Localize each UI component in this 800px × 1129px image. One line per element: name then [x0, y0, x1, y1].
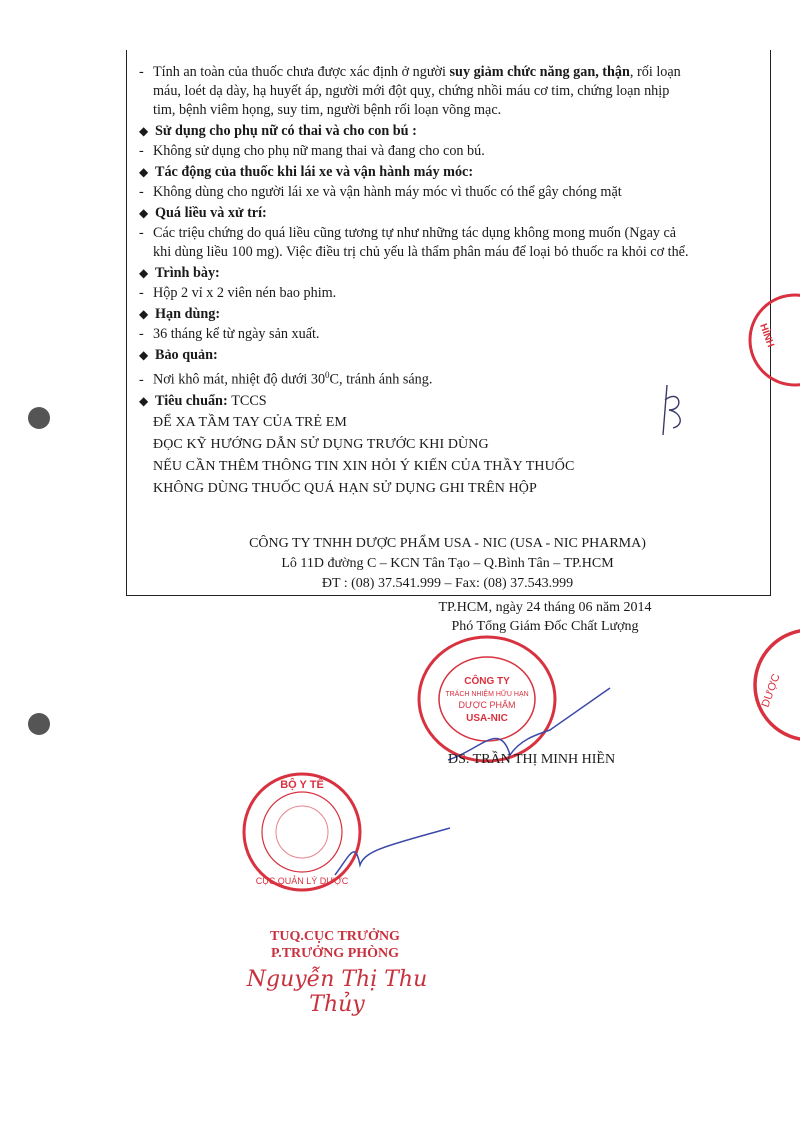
company-contact: ĐT : (08) 37.541.999 – Fax: (08) 37.543.999 [321, 576, 574, 591]
svg-text:DƯỢC PHẨM: DƯỢC PHẨM [458, 700, 516, 710]
diamond-bullet-icon: ◆ [139, 124, 149, 138]
presentation-heading: ◆ Trình bày: [139, 265, 220, 281]
expiry-heading: ◆ Hạn dùng: [139, 306, 221, 322]
diamond-bullet-icon: ◆ [139, 307, 149, 321]
safety-line-3: tim, bệnh viêm họng, suy tim, người bệnh rối loạn võng mạc. [153, 102, 502, 118]
warning-line: KHÔNG DÙNG THUỐC QUÁ HẠN SỬ DỤNG GHI TRÊN HỘP [153, 480, 537, 496]
edge-stamp-bottom [730, 620, 800, 750]
initial-mark [655, 380, 695, 440]
moh-title-line-1: TUQ.CỤC TRƯỞNG [270, 929, 400, 944]
overdose-line-2: khi dùng liều 100 mg). Việc điều trị chủ yếu là thẩm phân máu để loại bỏ thuốc ra khỏi cơ thể. [153, 244, 689, 260]
presentation-text: - Hộp 2 vỉ x 2 viên nén bao phim. [139, 285, 337, 301]
overdose-line-1: - Các triệu chứng do quá liều cũng tương tự như những tác dụng không mong muốn (Ngay cả [139, 225, 677, 241]
svg-text:CỤC QUẢN LÝ DƯỢC: CỤC QUẢN LÝ DƯỢC [255, 876, 349, 886]
company-info [126, 534, 769, 594]
diamond-bullet-icon: ◆ [139, 165, 149, 179]
moh-signature-name: Nguyễn Thị Thu Thủy [246, 967, 428, 1017]
storage-heading: ◆ Bảo quản: [139, 347, 218, 363]
edge-stamp-top [720, 290, 800, 400]
storage-text: - Nơi khô mát, nhiệt độ dưới $30^0C$, tránh ánh sáng. [139, 370, 433, 388]
svg-text:TRÁCH NHIỆM HỮU HẠN: TRÁCH NHIỆM HỮU HẠN [445, 691, 529, 698]
overdose-heading: ◆ Quá liều và xử trí: [139, 205, 267, 221]
place-date: TP.HCM, ngày 24 tháng 06 năm 2014 [438, 600, 652, 615]
binder-hole-bottom [28, 713, 50, 735]
svg-text:HÌNH: HÌNH [757, 322, 776, 350]
diamond-bullet-icon: ◆ [139, 266, 149, 280]
pregnancy-text: - Không sử dụng cho phụ nữ mang thai và đang cho con bú. [139, 143, 485, 159]
svg-text:USA-NIC: USA-NIC [466, 713, 508, 724]
svg-text:BỘ Y TẾ: BỘ Y TẾ [280, 779, 324, 791]
warning-line: ĐỂ XA TẦM TAY CỦA TRẺ EM [153, 414, 347, 430]
safety-line-1: - Tính an toàn của thuốc chưa được xác định ở người suy giảm chức năng gan, thận, rối loạn [139, 64, 681, 80]
binder-hole-top [28, 407, 50, 429]
driving-text: - Không dùng cho người lái xe và vận hành máy móc vì thuốc có thể gây chóng mặt [139, 184, 622, 200]
moh-title-line-2: P.TRƯỞNG PHÒNG [270, 946, 400, 961]
signer-role: Phó Tổng Giám Đốc Chất Lượng [451, 619, 639, 634]
driving-heading: ◆ Tác động của thuốc khi lái xe và vận hành máy móc: [139, 164, 474, 180]
safety-line-2: máu, loét dạ dày, hạ huyết áp, người mới đột quỵ, chứng nhồi máu cơ tim, chứng loạn nhịp [153, 83, 670, 99]
diamond-bullet-icon: ◆ [139, 348, 149, 362]
warning-line: NẾU CẦN THÊM THÔNG TIN XIN HỎI Ý KIẾN CỦA THẦY THUỐC [153, 458, 575, 474]
pregnancy-heading: ◆ Sử dụng cho phụ nữ có thai và cho con bú : [139, 123, 417, 139]
diamond-bullet-icon: ◆ [139, 206, 149, 220]
expiry-text: - 36 tháng kể từ ngày sản xuất. [139, 326, 320, 342]
company-address: Lô 11D đường C – KCN Tân Tạo – Q.Bình Tân – TP.HCM [281, 556, 614, 571]
signature-block [400, 598, 690, 636]
standard-heading: ◆ Tiêu chuẩn: TCCS [139, 392, 267, 409]
moh-signature-stroke [330, 820, 460, 880]
moh-title [230, 928, 440, 962]
company-name: CÔNG TY TNHH DƯỢC PHẨM USA - NIC (USA - NIC PHARMA) [249, 536, 646, 551]
signer-name: DS. TRẦN THỊ MINH HIỀN [448, 752, 616, 767]
svg-text:CÔNG TY: CÔNG TY [464, 676, 510, 687]
warning-line: ĐỌC KỸ HƯỚNG DẪN SỬ DỤNG TRƯỚC KHI DÙNG [153, 436, 489, 452]
diamond-bullet-icon: ◆ [139, 393, 149, 408]
svg-text:DƯỢC: DƯỢC [759, 672, 783, 710]
